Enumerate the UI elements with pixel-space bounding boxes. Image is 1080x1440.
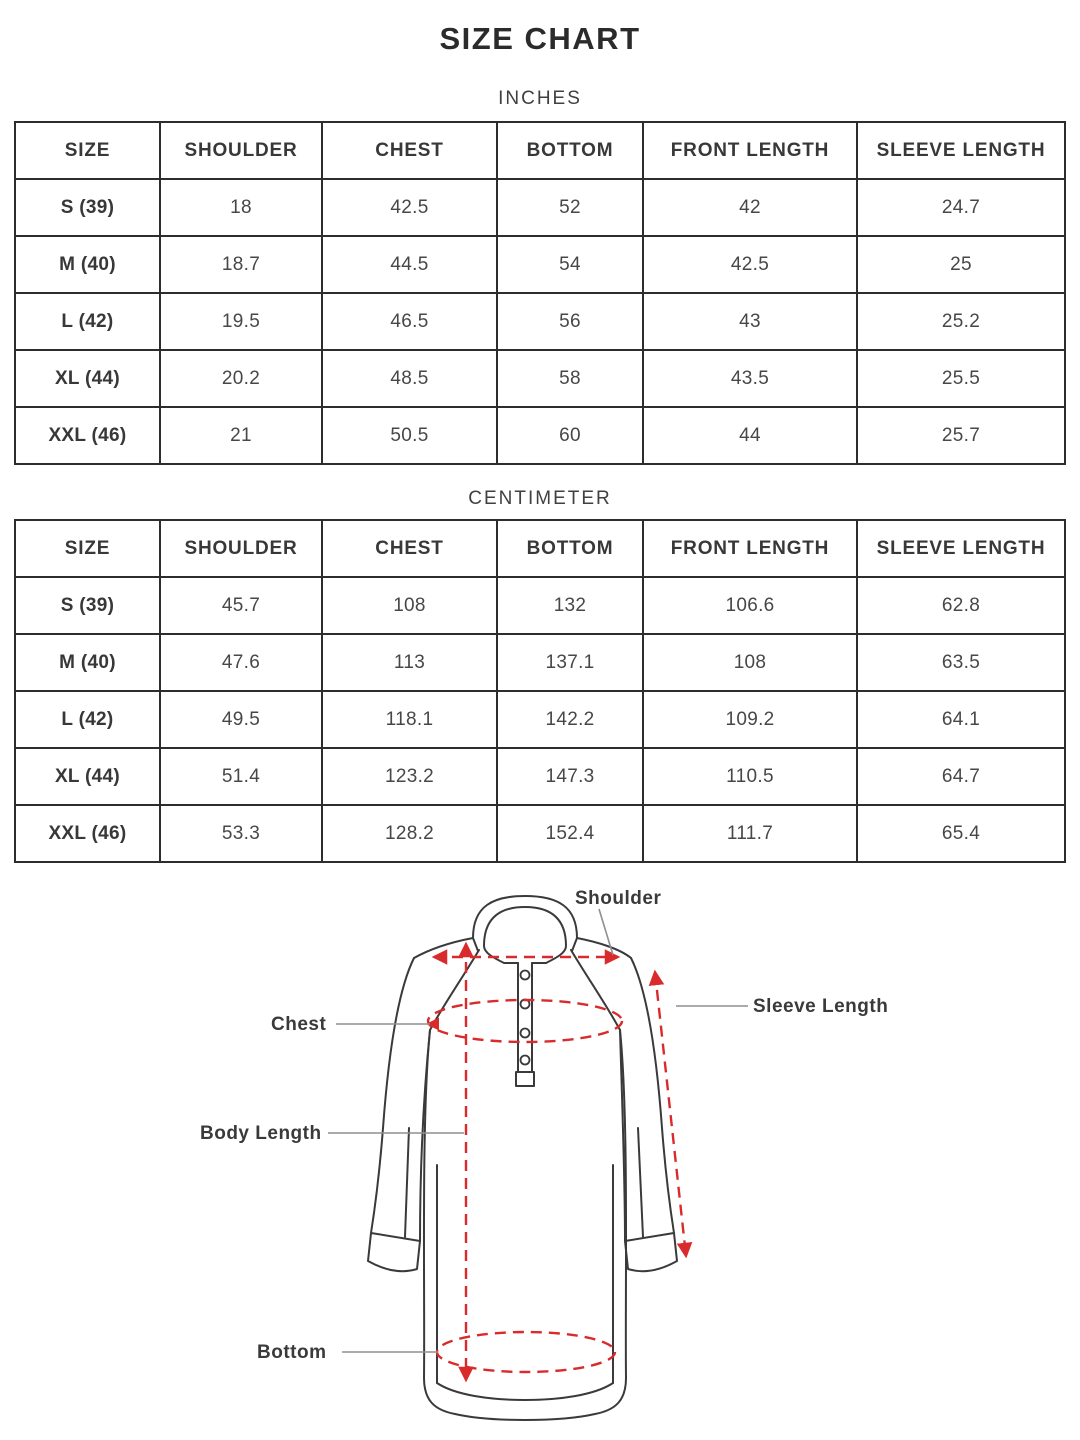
- shoulder-left-path: [414, 938, 473, 958]
- leader-lines: [328, 909, 748, 1352]
- size-cell: XL (44): [15, 350, 160, 407]
- value-cell: 64.1: [857, 691, 1065, 748]
- value-cell: 25.5: [857, 350, 1065, 407]
- value-cell: 106.6: [643, 577, 857, 634]
- kurta-outline: [368, 896, 677, 1420]
- value-cell: 44: [643, 407, 857, 464]
- value-cell: 111.7: [643, 805, 857, 862]
- value-cell: 137.1: [497, 634, 643, 691]
- value-cell: 25.2: [857, 293, 1065, 350]
- sleeve-right-outer-path: [631, 958, 674, 1233]
- unit-label-centimeter: CENTIMETER: [468, 488, 612, 509]
- header-shoulder: SHOULDER: [160, 520, 322, 577]
- table-row: [15, 350, 1065, 407]
- header-bottom: BOTTOM: [497, 122, 643, 179]
- table-header-row: [15, 520, 1065, 577]
- header-chest: CHEST: [322, 122, 497, 179]
- value-cell: 45.7: [160, 577, 322, 634]
- table-row: [15, 634, 1065, 691]
- placket-buttons: [521, 971, 530, 1065]
- page-title: SIZE CHART: [439, 21, 641, 56]
- sleeve-right-fold-path: [638, 1128, 643, 1237]
- value-cell: 53.3: [160, 805, 322, 862]
- size-cell: L (42): [15, 293, 160, 350]
- value-cell: 65.4: [857, 805, 1065, 862]
- value-cell: 24.7: [857, 179, 1065, 236]
- size-cell: XL (44): [15, 748, 160, 805]
- shoulder-leader-line: [599, 909, 613, 955]
- header-size: SIZE: [15, 122, 160, 179]
- garment-diagram-svg: [0, 865, 1080, 1440]
- header-size: SIZE: [15, 520, 160, 577]
- table-row: [15, 407, 1065, 464]
- value-cell: 113: [322, 634, 497, 691]
- header-front-length: FRONT LENGTH: [643, 520, 857, 577]
- button-icon: [521, 1029, 530, 1038]
- cuff-left-path: [368, 1233, 420, 1271]
- table-row: [15, 748, 1065, 805]
- value-cell: 42.5: [322, 179, 497, 236]
- size-cell: S (39): [15, 577, 160, 634]
- value-cell: 63.5: [857, 634, 1065, 691]
- diagram-label-bottom: Bottom: [257, 1342, 327, 1363]
- size-table-centimeter: [14, 519, 1066, 863]
- size-cell: XXL (46): [15, 805, 160, 862]
- hem-inner-path: [437, 1383, 613, 1400]
- diagram-label-sleeve-length: Sleeve Length: [753, 996, 889, 1017]
- value-cell: 58: [497, 350, 643, 407]
- value-cell: 64.7: [857, 748, 1065, 805]
- value-cell: 110.5: [643, 748, 857, 805]
- value-cell: 18.7: [160, 236, 322, 293]
- value-cell: 49.5: [160, 691, 322, 748]
- value-cell: 128.2: [322, 805, 497, 862]
- size-table-inches: [14, 121, 1066, 465]
- value-cell: 43: [643, 293, 857, 350]
- value-cell: 42.5: [643, 236, 857, 293]
- value-cell: 56: [497, 293, 643, 350]
- size-cell: S (39): [15, 179, 160, 236]
- raglan-right-path: [571, 950, 620, 1030]
- sleeve-left-fold-path: [405, 1128, 409, 1237]
- raglan-left-path: [430, 950, 479, 1030]
- value-cell: 62.8: [857, 577, 1065, 634]
- value-cell: 25: [857, 236, 1065, 293]
- value-cell: 123.2: [322, 748, 497, 805]
- size-cell: L (42): [15, 691, 160, 748]
- value-cell: 51.4: [160, 748, 322, 805]
- collar-inner-path: [484, 907, 566, 963]
- value-cell: 48.5: [322, 350, 497, 407]
- value-cell: 109.2: [643, 691, 857, 748]
- table-row: [15, 577, 1065, 634]
- value-cell: 46.5: [322, 293, 497, 350]
- value-cell: 47.6: [160, 634, 322, 691]
- bottom-measure-ellipse: [437, 1332, 615, 1372]
- value-cell: 152.4: [497, 805, 643, 862]
- diagram-label-shoulder: Shoulder: [575, 888, 662, 909]
- value-cell: 142.2: [497, 691, 643, 748]
- size-cell: M (40): [15, 634, 160, 691]
- placket-path: [516, 963, 534, 1086]
- size-cell: M (40): [15, 236, 160, 293]
- value-cell: 52: [497, 179, 643, 236]
- value-cell: 19.5: [160, 293, 322, 350]
- value-cell: 108: [643, 634, 857, 691]
- unit-label-inches: INCHES: [498, 88, 582, 109]
- header-chest: CHEST: [322, 520, 497, 577]
- value-cell: 147.3: [497, 748, 643, 805]
- value-cell: 108: [322, 577, 497, 634]
- value-cell: 50.5: [322, 407, 497, 464]
- value-cell: 42: [643, 179, 857, 236]
- table-row: [15, 293, 1065, 350]
- table-row: [15, 179, 1065, 236]
- value-cell: 18: [160, 179, 322, 236]
- diagram-label-body-length: Body Length: [200, 1123, 322, 1144]
- button-icon: [521, 1056, 530, 1065]
- value-cell: 25.7: [857, 407, 1065, 464]
- button-icon: [521, 971, 530, 980]
- header-bottom: BOTTOM: [497, 520, 643, 577]
- header-sleeve-length: SLEEVE LENGTH: [857, 122, 1065, 179]
- header-sleeve-length: SLEEVE LENGTH: [857, 520, 1065, 577]
- table-header-row: [15, 122, 1065, 179]
- value-cell: 20.2: [160, 350, 322, 407]
- value-cell: 54: [497, 236, 643, 293]
- value-cell: 21: [160, 407, 322, 464]
- value-cell: 118.1: [322, 691, 497, 748]
- value-cell: 44.5: [322, 236, 497, 293]
- header-shoulder: SHOULDER: [160, 122, 322, 179]
- measurement-diagram: [0, 865, 1080, 1440]
- value-cell: 60: [497, 407, 643, 464]
- cuff-right-path: [625, 1233, 677, 1271]
- value-cell: 43.5: [643, 350, 857, 407]
- diagram-label-chest: Chest: [271, 1014, 327, 1035]
- table-row: [15, 691, 1065, 748]
- table-row: [15, 805, 1065, 862]
- size-cell: XXL (46): [15, 407, 160, 464]
- value-cell: 132: [497, 577, 643, 634]
- shoulder-right-path: [577, 938, 631, 958]
- table-row: [15, 236, 1065, 293]
- header-front-length: FRONT LENGTH: [643, 122, 857, 179]
